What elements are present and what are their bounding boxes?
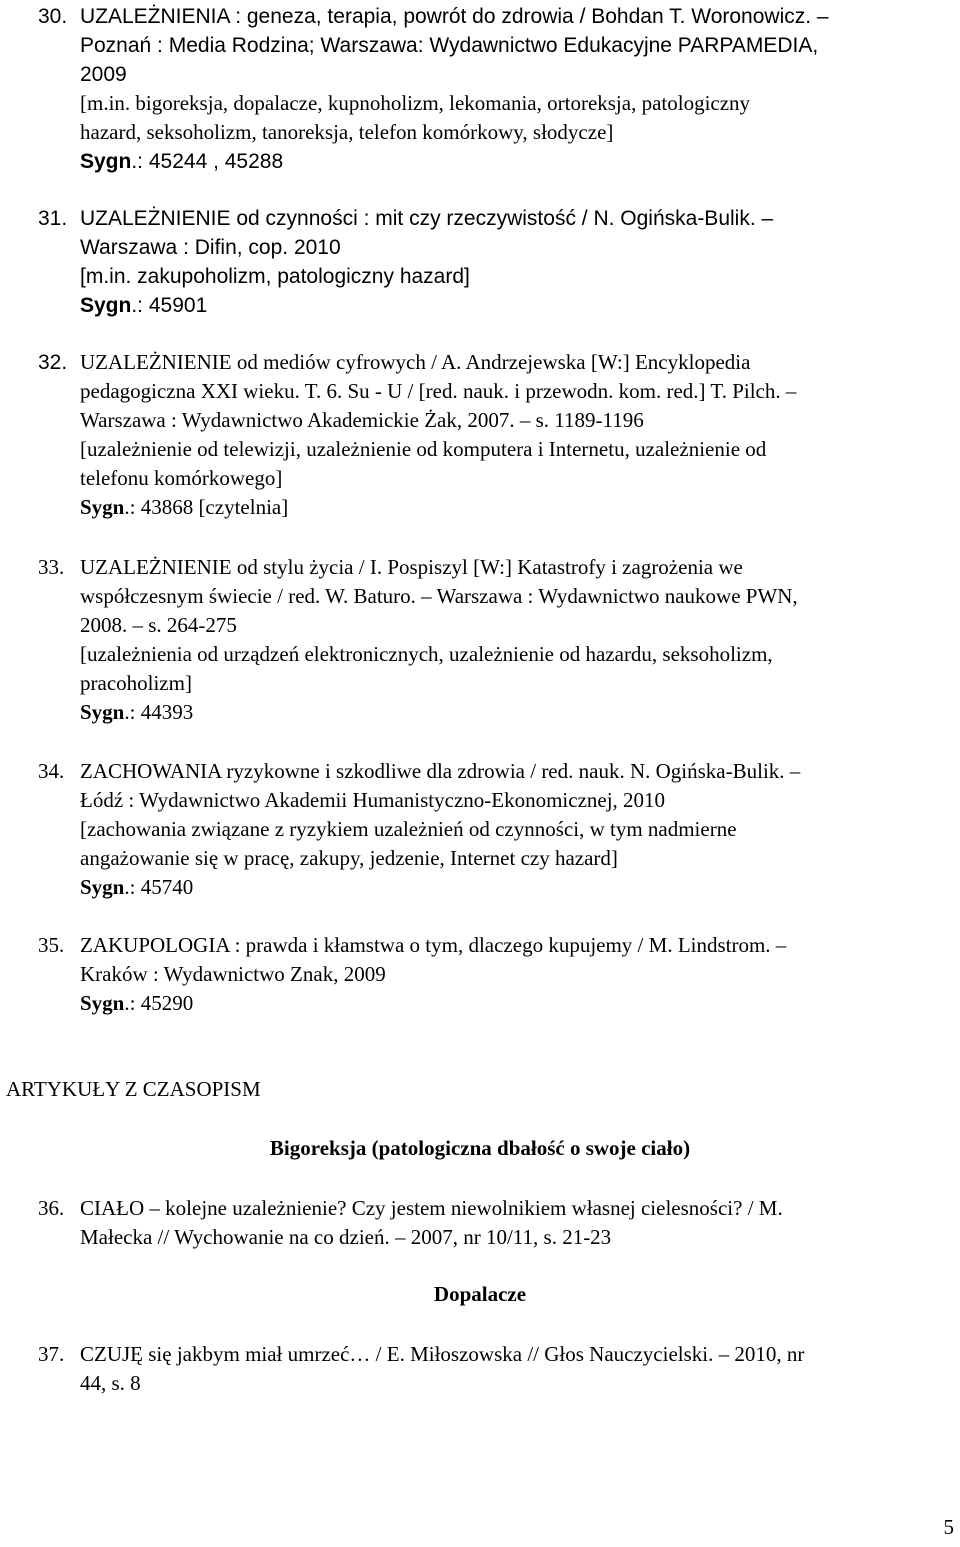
call-number-label: Sygn <box>80 700 125 724</box>
entry-30 <box>38 2 948 176</box>
call-number-value: .: 45901 <box>131 294 208 317</box>
entry-number: 37. <box>38 1342 65 1366</box>
entry-line: CIAŁO – kolejne uzależnienie? Czy jestem niewolnikiem własnej cielesności? / M. <box>80 1196 783 1220</box>
entry-number: 31. <box>38 207 68 230</box>
entry-line: 2009 <box>80 63 127 86</box>
entry-line: pracoholizm] <box>80 671 192 695</box>
entry-line: Warszawa : Difin, cop. 2010 <box>80 236 341 259</box>
entry-35 <box>38 931 948 1018</box>
entry-line: Kraków : Wydawnictwo Znak, 2009 <box>80 962 386 986</box>
call-number <box>80 873 948 902</box>
page-number: 5 <box>943 1515 954 1539</box>
entry-line: angażowanie się w pracę, zakupy, jedzenie, Internet czy hazard] <box>80 846 618 870</box>
subsection-title: Dopalacze <box>433 1282 527 1306</box>
entry-line: Małecka // Wychowanie na co dzień. – 2007, nr 10/11, s. 21-23 <box>80 1225 612 1249</box>
entry-line: [zachowania związane z ryzykiem uzależnień od czynności, w tym nadmierne <box>80 817 737 841</box>
entry-line: [uzależnienia od urządzeń elektronicznych, uzależnienie od hazardu, seksoholizm, <box>80 642 773 666</box>
call-number-value: .: 45740 <box>124 875 194 899</box>
call-number-label: Sygn <box>80 875 125 899</box>
call-number-value: .: 43868 [czytelnia] <box>124 495 289 519</box>
entry-line: 2008. – s. 264-275 <box>80 613 237 637</box>
entry-line: [m.in. zakupoholizm, patologiczny hazard] <box>80 265 470 288</box>
call-number <box>80 147 948 176</box>
entry-line: UZALEŻNIENIE od czynności : mit czy rzeczywistość / N. Ogińska-Bulik. – <box>80 207 774 230</box>
entry-number: 30. <box>38 5 68 28</box>
entry-line: CZUJĘ się jakbym miał umrzeć… / E. Miłoszowska // Głos Nauczycielski. – 2010, nr <box>80 1342 805 1366</box>
entry-line: ZACHOWANIA ryzykowne i szkodliwe dla zdrowia / red. nauk. N. Ogińska-Bulik. – <box>80 759 801 783</box>
entry-36 <box>38 1194 948 1252</box>
call-number-value: .: 44393 <box>124 700 194 724</box>
call-number-value: .: 45290 <box>124 991 194 1015</box>
entry-32 <box>38 348 948 522</box>
entry-line: 44, s. 8 <box>80 1371 141 1395</box>
section-heading: ARTYKUŁY Z CZASOPISM <box>6 1077 261 1101</box>
call-number-label: Sygn <box>80 150 132 173</box>
entry-line: współczesnym świecie / red. W. Baturo. – Warszawa : Wydawnictwo naukowe PWN, <box>80 584 798 608</box>
entry-37 <box>38 1340 948 1398</box>
call-number-value: .: 45244 , 45288 <box>131 150 284 173</box>
subsection-title: Bigoreksja (patologiczna dbałość o swoje ciało) <box>269 1136 691 1160</box>
entry-number: 33. <box>38 555 65 579</box>
entry-number: 34. <box>38 759 65 783</box>
entry-line: hazard, seksoholizm, tanoreksja, telefon komórkowy, słodycze] <box>80 120 614 144</box>
entry-34 <box>38 757 948 902</box>
entry-line: UZALEŻNIENIA : geneza, terapia, powrót do zdrowia / Bohdan T. Woronowicz. – <box>80 5 829 28</box>
entry-line: UZALEŻNIENIE od stylu życia / I. Pospiszyl [W:] Katastrofy i zagrożenia we <box>80 555 743 579</box>
call-number-label: Sygn <box>80 991 125 1015</box>
entry-line: [uzależnienie od telewizji, uzależnienie od komputera i Internetu, uzależnienie od <box>80 437 767 461</box>
entry-line: Łódź : Wydawnictwo Akademii Humanistyczno-Ekonomicznej, 2010 <box>80 788 666 812</box>
entry-number: 35. <box>38 933 65 957</box>
entry-line: Warszawa : Wydawnictwo Akademickie Żak, 2007. – s. 1189-1196 <box>80 408 644 432</box>
entry-33 <box>38 553 948 727</box>
entry-line: ZAKUPOLOGIA : prawda i kłamstwa o tym, dlaczego kupujemy / M. Lindstrom. – <box>80 933 787 957</box>
call-number-label: Sygn <box>80 294 132 317</box>
call-number-label: Sygn <box>80 495 125 519</box>
call-number <box>80 291 948 320</box>
call-number <box>80 493 948 522</box>
entry-31 <box>38 204 948 320</box>
entry-line: Poznań : Media Rodzina; Warszawa: Wydawnictwo Edukacyjne PARPAMEDIA, <box>80 34 819 57</box>
entry-line: telefonu komórkowego] <box>80 466 283 490</box>
call-number <box>80 698 948 727</box>
entry-number: 32. <box>38 351 68 374</box>
entry-line: pedagogiczna XXI wieku. T. 6. Su - U / [red. nauk. i przewodn. kom. red.] T. Pilch. – <box>80 379 797 403</box>
entry-line: [m.in. bigoreksja, dopalacze, kupnoholizm, lekomania, ortoreksja, patologiczny <box>80 91 751 115</box>
entry-number: 36. <box>38 1196 65 1220</box>
entry-line: UZALEŻNIENIE od mediów cyfrowych / A. Andrzejewska [W:] Encyklopedia <box>80 350 751 374</box>
call-number <box>80 989 948 1018</box>
